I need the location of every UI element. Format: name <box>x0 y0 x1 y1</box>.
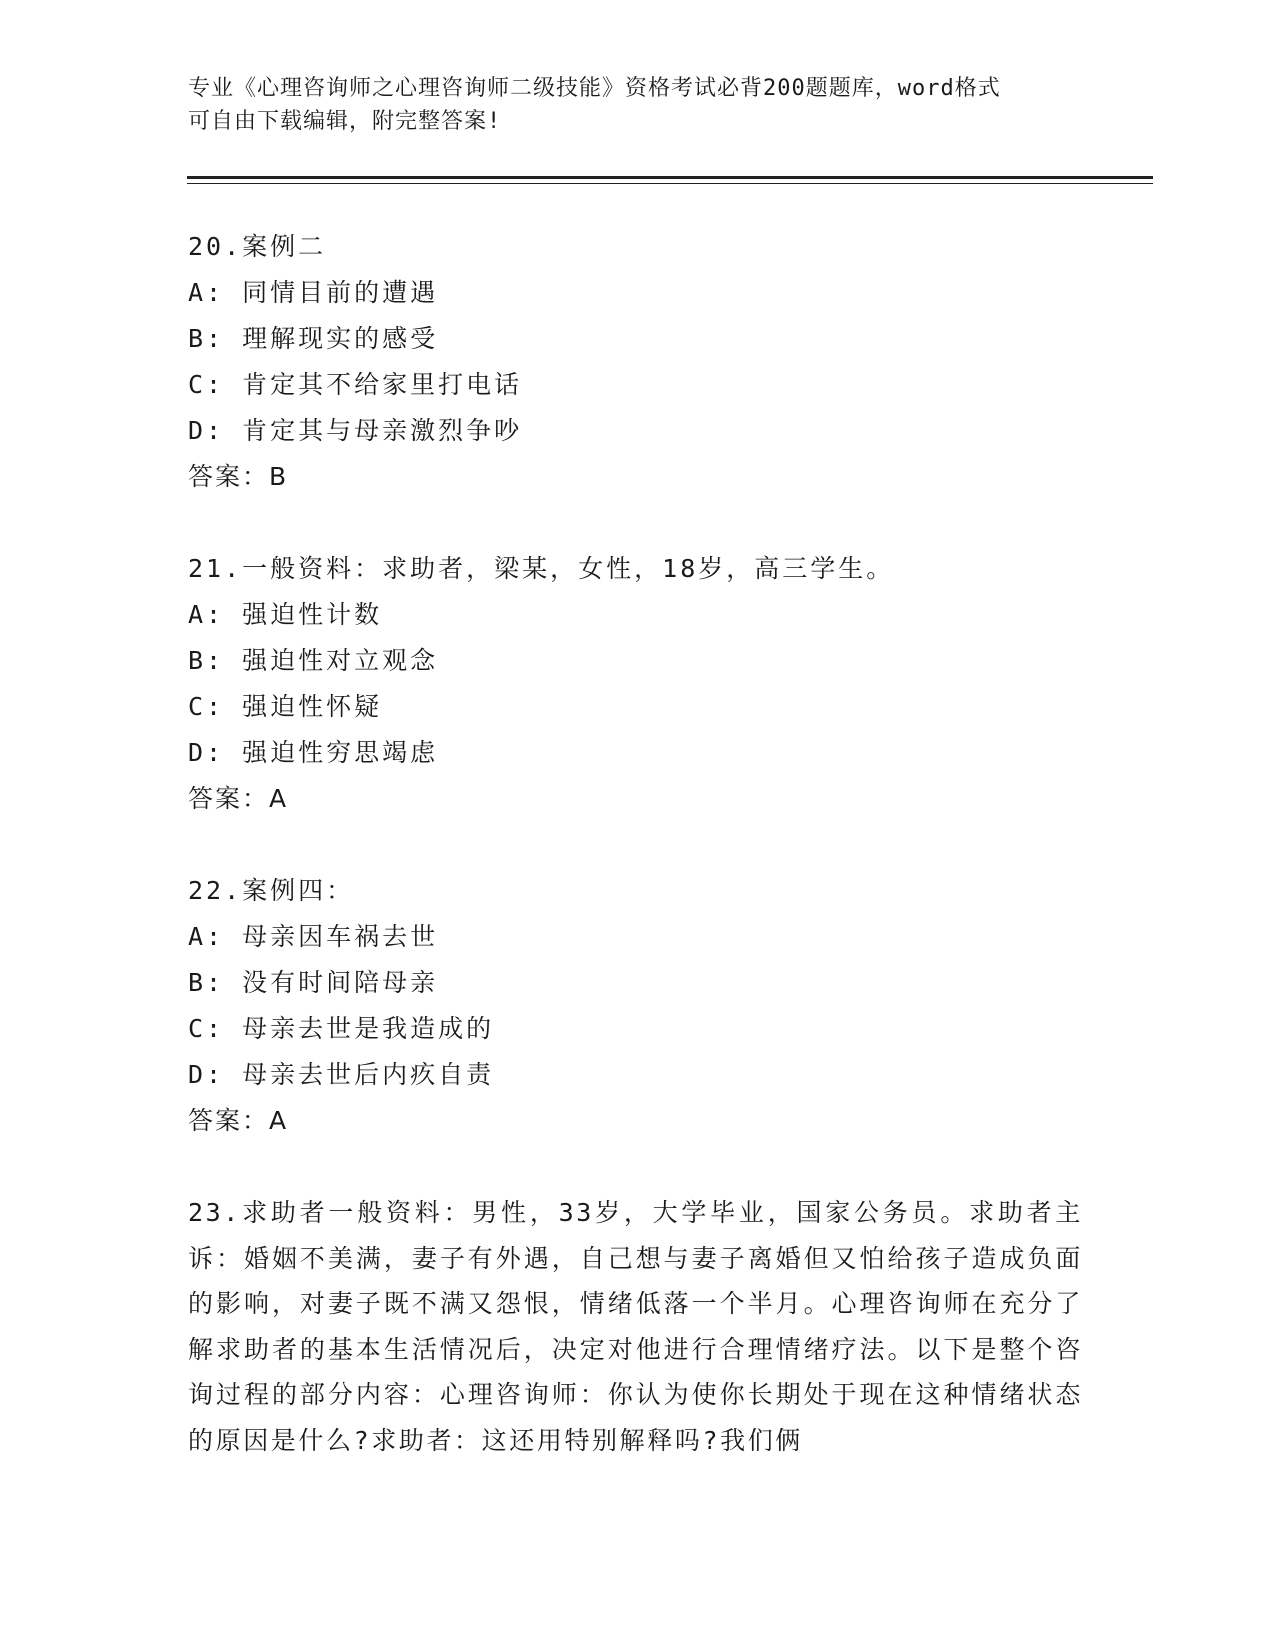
option-d: D: 肯定其与母亲激烈争吵 <box>188 416 523 445</box>
option-c: C: 母亲去世是我造成的 <box>188 1014 495 1043</box>
question-23 <box>188 1190 1088 1463</box>
option-c: C: 肯定其不给家里打电话 <box>188 370 523 399</box>
header-rule-thick <box>187 176 1153 179</box>
question-20 <box>188 224 1088 500</box>
option-d: D: 母亲去世后内疚自责 <box>188 1060 495 1089</box>
answer-line: 答案：A <box>188 1106 289 1135</box>
header-line-1: 专业《心理咨询师之心理咨询师二级技能》资格考试必背200题题库，word格式 <box>188 76 1001 101</box>
question-21 <box>188 546 1088 822</box>
option-b: B: 强迫性对立观念 <box>188 646 439 675</box>
option-b: B: 理解现实的感受 <box>188 324 439 353</box>
option-c: C: 强迫性怀疑 <box>188 692 383 721</box>
question-stem: 22.案例四： <box>188 876 355 905</box>
question-stem: 20.案例二 <box>188 232 327 261</box>
option-a: A: 强迫性计数 <box>188 600 383 629</box>
answer-line: 答案：B <box>188 462 289 491</box>
question-stem: 21.一般资料：求助者，梁某，女性，18岁，高三学生。 <box>188 554 895 583</box>
option-d: D: 强迫性穷思竭虑 <box>188 738 439 767</box>
answer-line: 答案：A <box>188 784 289 813</box>
question-stem: 23.求助者一般资料：男性，33岁，大学毕业，国家公务员。求助者主诉：婚姻不美满，妻子有外遇，自己想与妻子离婚但又怕给孩子造成负面的影响，对妻子既不满又怨恨，情绪低落一个半月。心理咨询师在充分了解求助者的基本生活情况后，决定对他进行合理情绪疗法。以下是整个咨询过程的部分内容：心理咨询师：你认为使你长期处于现在这种情绪状态的原因是什么?求助者：这还用特别解释吗?我们俩 <box>188 1198 1083 1455</box>
option-a: A: 同情目前的遭遇 <box>188 278 439 307</box>
option-b: B: 没有时间陪母亲 <box>188 968 439 997</box>
option-a: A: 母亲因车祸去世 <box>188 922 439 951</box>
question-22 <box>188 868 1088 1144</box>
header-line-2: 可自由下载编辑，附完整答案! <box>188 109 502 134</box>
header-rule-thin <box>187 183 1153 184</box>
document-header <box>188 72 1068 138</box>
